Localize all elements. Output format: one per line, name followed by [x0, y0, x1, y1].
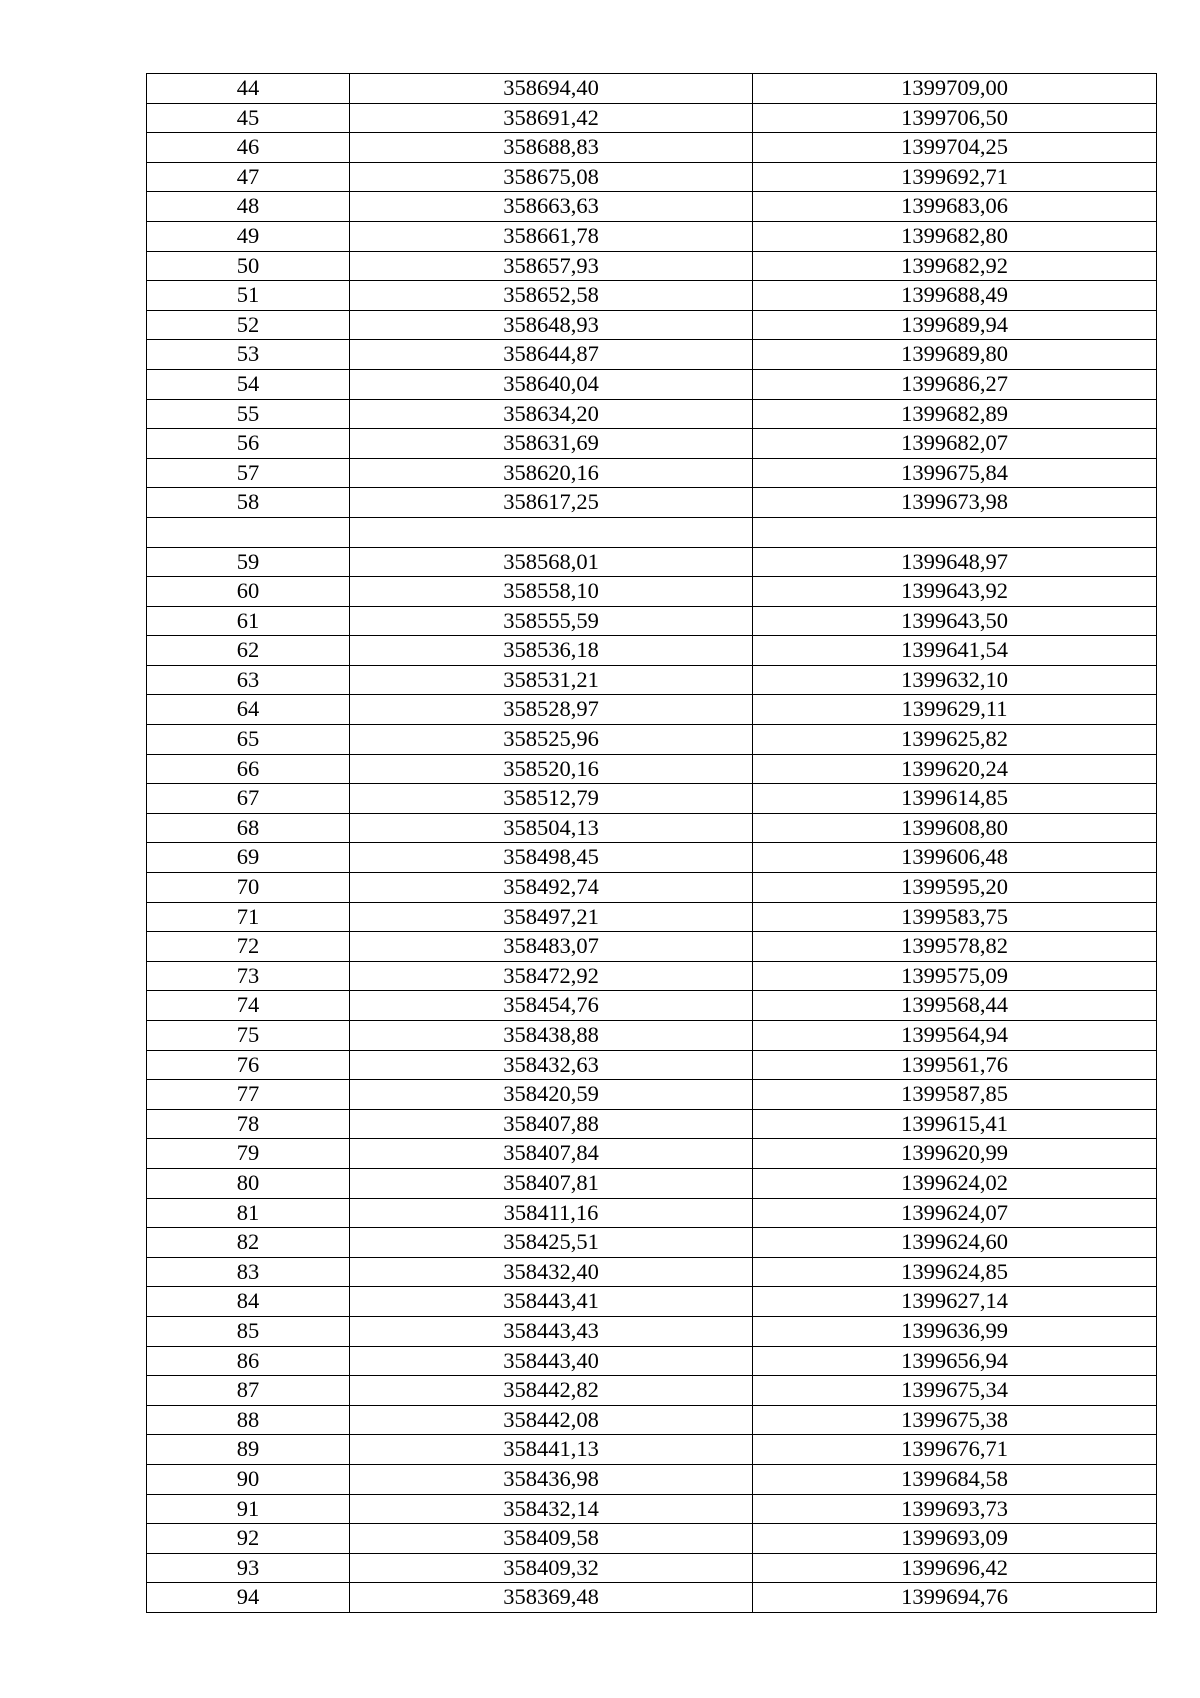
table-row	[147, 725, 1157, 755]
point-number-cell: 77	[147, 1080, 350, 1110]
point-number-cell: 92	[147, 1524, 350, 1554]
x-coordinate-cell: 358620,16	[350, 458, 753, 488]
x-coordinate-cell: 358555,59	[350, 606, 753, 636]
table-row	[147, 103, 1157, 133]
table-row	[147, 1494, 1157, 1524]
x-coordinate-cell: 358472,92	[350, 961, 753, 991]
x-coordinate-cell: 358652,58	[350, 281, 753, 311]
table-row	[147, 162, 1157, 192]
point-number-cell: 65	[147, 725, 350, 755]
y-coordinate-cell: 1399561,76	[753, 1050, 1157, 1080]
y-coordinate-cell: 1399656,94	[753, 1346, 1157, 1376]
table-row	[147, 1198, 1157, 1228]
point-number-cell: 87	[147, 1376, 350, 1406]
y-coordinate-cell: 1399632,10	[753, 665, 1157, 695]
x-coordinate-cell: 358432,40	[350, 1257, 753, 1287]
x-coordinate-cell: 358694,40	[350, 74, 753, 104]
point-number-cell: 89	[147, 1435, 350, 1465]
x-coordinate-cell: 358558,10	[350, 577, 753, 607]
table-row	[147, 1021, 1157, 1051]
table-row	[147, 458, 1157, 488]
y-coordinate-cell: 1399578,82	[753, 932, 1157, 962]
table-row	[147, 1435, 1157, 1465]
point-number-cell: 67	[147, 784, 350, 814]
y-coordinate-cell: 1399673,98	[753, 488, 1157, 518]
x-coordinate-cell: 358528,97	[350, 695, 753, 725]
point-number-cell: 78	[147, 1109, 350, 1139]
point-number-cell: 79	[147, 1139, 350, 1169]
x-coordinate-cell: 358512,79	[350, 784, 753, 814]
y-coordinate-cell: 1399704,25	[753, 133, 1157, 163]
table-row	[147, 1583, 1157, 1613]
table-row	[147, 577, 1157, 607]
table-row	[147, 754, 1157, 784]
y-coordinate-cell: 1399676,71	[753, 1435, 1157, 1465]
y-coordinate-cell: 1399615,41	[753, 1109, 1157, 1139]
point-number-cell: 53	[147, 340, 350, 370]
y-coordinate-cell: 1399686,27	[753, 369, 1157, 399]
x-coordinate-cell: 358498,45	[350, 843, 753, 873]
point-number-cell: 45	[147, 103, 350, 133]
table-row	[147, 251, 1157, 281]
point-number-cell: 60	[147, 577, 350, 607]
table-row	[147, 1287, 1157, 1317]
table-row	[147, 1405, 1157, 1435]
x-coordinate-cell: 358657,93	[350, 251, 753, 281]
y-coordinate-cell: 1399689,94	[753, 310, 1157, 340]
x-coordinate-cell: 358663,63	[350, 192, 753, 222]
x-coordinate-cell: 358420,59	[350, 1080, 753, 1110]
table-row	[147, 813, 1157, 843]
y-coordinate-cell: 1399624,85	[753, 1257, 1157, 1287]
y-coordinate-cell: 1399624,07	[753, 1198, 1157, 1228]
y-coordinate-cell: 1399675,38	[753, 1405, 1157, 1435]
table-row	[147, 221, 1157, 251]
point-number-cell: 56	[147, 429, 350, 459]
x-coordinate-cell: 358407,81	[350, 1168, 753, 1198]
x-coordinate-cell: 358442,08	[350, 1405, 753, 1435]
point-number-cell: 68	[147, 813, 350, 843]
x-coordinate-cell: 358640,04	[350, 369, 753, 399]
table-row	[147, 281, 1157, 311]
table-row	[147, 932, 1157, 962]
x-coordinate-cell: 358409,32	[350, 1553, 753, 1583]
y-coordinate-cell: 1399706,50	[753, 103, 1157, 133]
point-number-cell: 70	[147, 873, 350, 903]
y-coordinate-cell: 1399684,58	[753, 1464, 1157, 1494]
x-coordinate-cell: 358442,82	[350, 1376, 753, 1406]
y-coordinate-cell: 1399583,75	[753, 902, 1157, 932]
point-number-cell: 50	[147, 251, 350, 281]
x-coordinate-cell: 358438,88	[350, 1021, 753, 1051]
table-row	[147, 1346, 1157, 1376]
point-number-cell: 74	[147, 991, 350, 1021]
y-coordinate-cell: 1399648,97	[753, 547, 1157, 577]
y-coordinate-cell: 1399643,50	[753, 606, 1157, 636]
y-coordinate-cell: 1399608,80	[753, 813, 1157, 843]
y-coordinate-cell: 1399641,54	[753, 636, 1157, 666]
point-number-cell: 72	[147, 932, 350, 962]
y-coordinate-cell: 1399629,11	[753, 695, 1157, 725]
table-row	[147, 1228, 1157, 1258]
point-number-cell: 94	[147, 1583, 350, 1613]
x-coordinate-cell: 358432,14	[350, 1494, 753, 1524]
table-row	[147, 340, 1157, 370]
table-row	[147, 1168, 1157, 1198]
table-row	[147, 665, 1157, 695]
point-number-cell: 52	[147, 310, 350, 340]
table-row	[147, 1257, 1157, 1287]
table-row	[147, 784, 1157, 814]
x-coordinate-cell: 358409,58	[350, 1524, 753, 1554]
x-coordinate-cell: 358454,76	[350, 991, 753, 1021]
x-coordinate-cell: 358425,51	[350, 1228, 753, 1258]
point-number-cell: 54	[147, 369, 350, 399]
coordinates-table	[146, 73, 1157, 1613]
point-number-cell: 58	[147, 488, 350, 518]
y-coordinate-cell: 1399606,48	[753, 843, 1157, 873]
y-coordinate-cell: 1399564,94	[753, 1021, 1157, 1051]
y-coordinate-cell: 1399675,34	[753, 1376, 1157, 1406]
point-number-cell: 69	[147, 843, 350, 873]
y-coordinate-cell: 1399693,73	[753, 1494, 1157, 1524]
x-coordinate-cell: 358634,20	[350, 399, 753, 429]
point-number-cell: 82	[147, 1228, 350, 1258]
point-number-cell: 93	[147, 1553, 350, 1583]
point-number-cell: 63	[147, 665, 350, 695]
table-row	[147, 1109, 1157, 1139]
y-coordinate-cell: 1399709,00	[753, 74, 1157, 104]
table-row	[147, 1524, 1157, 1554]
point-number-cell: 91	[147, 1494, 350, 1524]
x-coordinate-cell: 358497,21	[350, 902, 753, 932]
point-number-cell	[147, 517, 350, 547]
table-row	[147, 1316, 1157, 1346]
point-number-cell: 86	[147, 1346, 350, 1376]
x-coordinate-cell: 358568,01	[350, 547, 753, 577]
point-number-cell: 76	[147, 1050, 350, 1080]
table-row	[147, 488, 1157, 518]
table-row	[147, 192, 1157, 222]
table-row	[147, 636, 1157, 666]
x-coordinate-cell: 358691,42	[350, 103, 753, 133]
table-row	[147, 429, 1157, 459]
x-coordinate-cell: 358443,43	[350, 1316, 753, 1346]
x-coordinate-cell: 358369,48	[350, 1583, 753, 1613]
y-coordinate-cell: 1399624,60	[753, 1228, 1157, 1258]
x-coordinate-cell: 358536,18	[350, 636, 753, 666]
point-number-cell: 81	[147, 1198, 350, 1228]
x-coordinate-cell: 358436,98	[350, 1464, 753, 1494]
y-coordinate-cell: 1399675,84	[753, 458, 1157, 488]
y-coordinate-cell: 1399682,07	[753, 429, 1157, 459]
table-row	[147, 74, 1157, 104]
table-row	[147, 695, 1157, 725]
x-coordinate-cell: 358525,96	[350, 725, 753, 755]
point-number-cell: 46	[147, 133, 350, 163]
point-number-cell: 44	[147, 74, 350, 104]
x-coordinate-cell: 358407,84	[350, 1139, 753, 1169]
point-number-cell: 75	[147, 1021, 350, 1051]
x-coordinate-cell: 358520,16	[350, 754, 753, 784]
point-number-cell: 57	[147, 458, 350, 488]
y-coordinate-cell: 1399568,44	[753, 991, 1157, 1021]
x-coordinate-cell: 358504,13	[350, 813, 753, 843]
y-coordinate-cell: 1399636,99	[753, 1316, 1157, 1346]
y-coordinate-cell: 1399643,92	[753, 577, 1157, 607]
x-coordinate-cell	[350, 517, 753, 547]
table-row	[147, 1139, 1157, 1169]
x-coordinate-cell: 358411,16	[350, 1198, 753, 1228]
table-row	[147, 517, 1157, 547]
point-number-cell: 90	[147, 1464, 350, 1494]
y-coordinate-cell: 1399625,82	[753, 725, 1157, 755]
y-coordinate-cell: 1399620,99	[753, 1139, 1157, 1169]
x-coordinate-cell: 358443,40	[350, 1346, 753, 1376]
y-coordinate-cell: 1399682,80	[753, 221, 1157, 251]
table-row	[147, 1553, 1157, 1583]
y-coordinate-cell: 1399689,80	[753, 340, 1157, 370]
table-row	[147, 399, 1157, 429]
coordinates-table-body	[147, 74, 1157, 1613]
table-row	[147, 1376, 1157, 1406]
y-coordinate-cell: 1399575,09	[753, 961, 1157, 991]
point-number-cell: 80	[147, 1168, 350, 1198]
y-coordinate-cell	[753, 517, 1157, 547]
point-number-cell: 62	[147, 636, 350, 666]
y-coordinate-cell: 1399614,85	[753, 784, 1157, 814]
table-row	[147, 1080, 1157, 1110]
table-row	[147, 606, 1157, 636]
table-row	[147, 991, 1157, 1021]
table-row	[147, 961, 1157, 991]
x-coordinate-cell: 358483,07	[350, 932, 753, 962]
y-coordinate-cell: 1399694,76	[753, 1583, 1157, 1613]
x-coordinate-cell: 358661,78	[350, 221, 753, 251]
y-coordinate-cell: 1399693,09	[753, 1524, 1157, 1554]
table-row	[147, 547, 1157, 577]
y-coordinate-cell: 1399587,85	[753, 1080, 1157, 1110]
y-coordinate-cell: 1399696,42	[753, 1553, 1157, 1583]
table-row	[147, 1464, 1157, 1494]
point-number-cell: 88	[147, 1405, 350, 1435]
x-coordinate-cell: 358617,25	[350, 488, 753, 518]
table-row	[147, 843, 1157, 873]
point-number-cell: 51	[147, 281, 350, 311]
point-number-cell: 71	[147, 902, 350, 932]
x-coordinate-cell: 358675,08	[350, 162, 753, 192]
x-coordinate-cell: 358443,41	[350, 1287, 753, 1317]
table-row	[147, 902, 1157, 932]
point-number-cell: 66	[147, 754, 350, 784]
table-row	[147, 310, 1157, 340]
point-number-cell: 48	[147, 192, 350, 222]
point-number-cell: 49	[147, 221, 350, 251]
point-number-cell: 55	[147, 399, 350, 429]
table-row	[147, 1050, 1157, 1080]
x-coordinate-cell: 358441,13	[350, 1435, 753, 1465]
x-coordinate-cell: 358492,74	[350, 873, 753, 903]
point-number-cell: 61	[147, 606, 350, 636]
x-coordinate-cell: 358432,63	[350, 1050, 753, 1080]
table-row	[147, 133, 1157, 163]
point-number-cell: 64	[147, 695, 350, 725]
point-number-cell: 73	[147, 961, 350, 991]
y-coordinate-cell: 1399688,49	[753, 281, 1157, 311]
table-row	[147, 369, 1157, 399]
x-coordinate-cell: 358631,69	[350, 429, 753, 459]
point-number-cell: 83	[147, 1257, 350, 1287]
y-coordinate-cell: 1399683,06	[753, 192, 1157, 222]
y-coordinate-cell: 1399595,20	[753, 873, 1157, 903]
point-number-cell: 59	[147, 547, 350, 577]
x-coordinate-cell: 358688,83	[350, 133, 753, 163]
table-row	[147, 873, 1157, 903]
point-number-cell: 85	[147, 1316, 350, 1346]
y-coordinate-cell: 1399627,14	[753, 1287, 1157, 1317]
y-coordinate-cell: 1399682,92	[753, 251, 1157, 281]
x-coordinate-cell: 358648,93	[350, 310, 753, 340]
y-coordinate-cell: 1399682,89	[753, 399, 1157, 429]
y-coordinate-cell: 1399692,71	[753, 162, 1157, 192]
x-coordinate-cell: 358531,21	[350, 665, 753, 695]
y-coordinate-cell: 1399620,24	[753, 754, 1157, 784]
y-coordinate-cell: 1399624,02	[753, 1168, 1157, 1198]
x-coordinate-cell: 358407,88	[350, 1109, 753, 1139]
x-coordinate-cell: 358644,87	[350, 340, 753, 370]
point-number-cell: 47	[147, 162, 350, 192]
point-number-cell: 84	[147, 1287, 350, 1317]
